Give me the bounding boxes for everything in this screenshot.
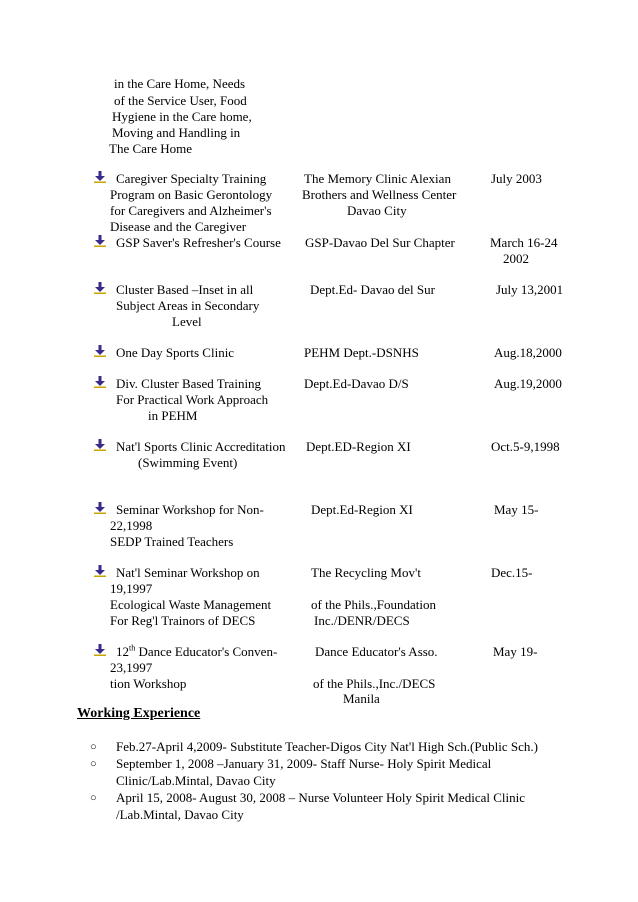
training-org-7: Dept.Ed-Region XI (311, 502, 413, 517)
arrow-bullet-icon (94, 376, 106, 388)
training-title-8-line-4: For Reg'l Trainors of DECS (110, 613, 256, 628)
training-title-6-line-2: (Swimming Event) (138, 455, 238, 470)
intro-line-2: of the Service User, Food (114, 93, 247, 108)
training-title-7-line-3: SEDP Trained Teachers (110, 534, 234, 549)
training-date-1: July 2003 (491, 171, 542, 186)
section-heading-working-experience: Working Experience (77, 706, 201, 721)
circle-bullet-icon: ○ (90, 741, 97, 753)
training-title-1-line-4: Disease and the Caregiver (110, 219, 247, 234)
arrow-bullet-icon (94, 644, 106, 656)
training-title-8-line-3: Ecological Waste Management (110, 597, 272, 612)
training-org-9-line-1: Dance Educator's Asso. (315, 644, 438, 659)
arrow-bullet-icon (94, 171, 106, 183)
training-org-4: PEHM Dept.-DSNHS (304, 345, 419, 360)
intro-line-1: in the Care Home, Needs (114, 76, 246, 91)
training-title-6-line-1: Nat'l Sports Clinic Accreditation (116, 439, 286, 454)
training-org-6: Dept.ED-Region XI (306, 439, 411, 454)
training-title-7-line-1: Seminar Workshop for Non- (116, 502, 264, 517)
training-date-7: May 15- (494, 502, 539, 517)
training-org-5: Dept.Ed-Davao D/S (304, 376, 409, 391)
training-date-4: Aug.18,2000 (494, 345, 562, 360)
training-org-8-line-1: The Recycling Mov't (311, 565, 421, 580)
training-title-7-line-2: 22,1998 (110, 518, 153, 533)
training-title-1-line-2: Program on Basic Gerontology (110, 187, 273, 202)
training-org-9-line-2: of the Phils.,Inc./DECS (313, 676, 436, 691)
training-title-9-line-2: 23,1997 (110, 660, 153, 675)
training-title-2: GSP Saver's Refresher's Course (116, 235, 281, 250)
training-date-5: Aug.19,2000 (494, 376, 562, 391)
training-org-1-line-3: Davao City (347, 203, 407, 218)
training-date-2-line-1: March 16-24 (490, 235, 558, 250)
training-date-9: May 19- (493, 644, 538, 659)
circle-bullet-icon: ○ (90, 758, 97, 770)
training-date-8: Dec.15- (491, 565, 533, 580)
training-title-9-number: 12 (116, 644, 129, 659)
training-date-6: Oct.5-9,1998 (491, 439, 560, 454)
training-org-1-line-1: The Memory Clinic Alexian (304, 171, 451, 186)
training-title-9-line-1 (116, 644, 277, 660)
training-title-5-line-1: Div. Cluster Based Training (116, 376, 262, 391)
training-org-3: Dept.Ed- Davao del Sur (310, 282, 435, 297)
work-item-3-line-2: /Lab.Mintal, Davao City (116, 807, 244, 822)
work-item-2-line-1: September 1, 2008 –January 31, 2009- Staff Nurse- Holy Spirit Medical (116, 756, 492, 771)
intro-line-3: Hygiene in the Care home, (112, 109, 252, 124)
training-date-2-line-2: 2002 (503, 251, 529, 266)
training-title-3-line-3: Level (172, 314, 202, 329)
training-org-8-line-3: Inc./DENR/DECS (314, 613, 410, 628)
training-title-5-line-2: For Practical Work Approach (116, 392, 269, 407)
training-title-1-line-1: Caregiver Specialty Training (116, 171, 267, 186)
intro-line-5: The Care Home (109, 141, 193, 156)
arrow-bullet-icon (94, 282, 106, 294)
training-org-1-line-2: Brothers and Wellness Center (302, 187, 457, 202)
arrow-bullet-icon (94, 345, 106, 357)
training-org-9-line-3: Manila (343, 691, 380, 706)
training-org-8-line-2: of the Phils.,Foundation (311, 597, 436, 612)
arrow-bullet-icon (94, 439, 106, 451)
work-item-1-line-1: Feb.27-April 4,2009- Substitute Teacher-Digos City Nat'l High Sch.(Public Sch.) (116, 739, 538, 754)
training-title-3-line-1: Cluster Based –Inset in all (116, 282, 254, 297)
arrow-bullet-icon (94, 502, 106, 514)
arrow-bullet-icon (94, 235, 106, 247)
training-title-8-line-1: Nat'l Seminar Workshop on (116, 565, 260, 580)
circle-bullet-icon: ○ (90, 792, 97, 804)
training-title-5-line-3: in PEHM (148, 408, 198, 423)
work-item-2-line-2: Clinic/Lab.Mintal, Davao City (116, 773, 276, 788)
training-title-9-line-3: tion Workshop (110, 676, 187, 691)
arrow-bullet-icon (94, 565, 106, 577)
training-date-3: July 13,2001 (496, 282, 564, 297)
training-org-2: GSP-Davao Del Sur Chapter (305, 235, 455, 250)
training-title-1-line-3: for Caregivers and Alzheimer's (110, 203, 272, 218)
training-title-9-superscript: th (129, 643, 136, 653)
training-title-9-rest: Dance Educator's Conven- (135, 644, 278, 659)
training-title-3-line-2: Subject Areas in Secondary (116, 298, 260, 313)
intro-line-4: Moving and Handling in (112, 125, 241, 140)
training-title-8-line-2: 19,1997 (110, 581, 153, 596)
training-title-4: One Day Sports Clinic (116, 345, 235, 360)
work-item-3-line-1: April 15, 2008- August 30, 2008 – Nurse Volunteer Holy Spirit Medical Clinic (116, 790, 525, 805)
